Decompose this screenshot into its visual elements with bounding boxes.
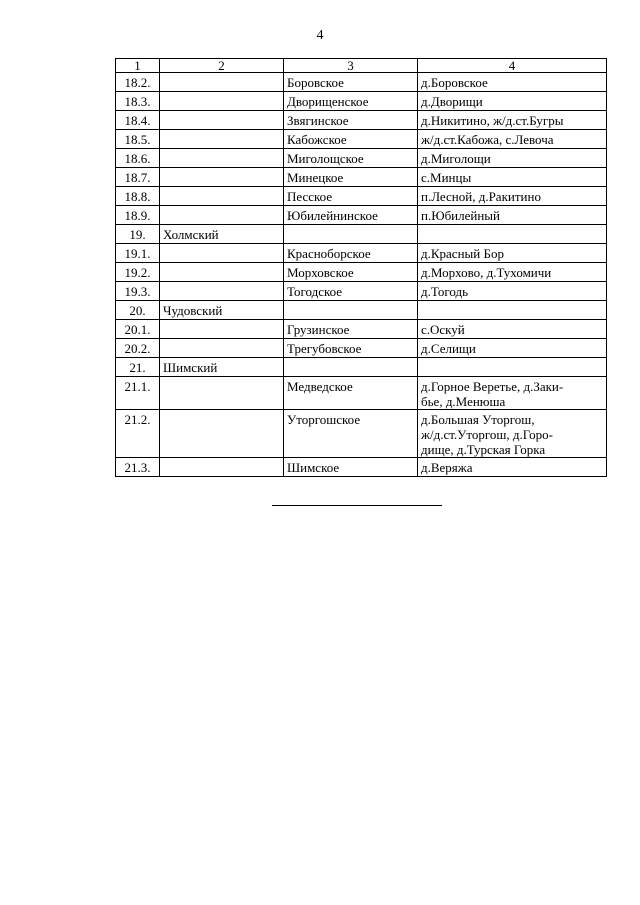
table-row [116, 377, 607, 410]
settlements-cell: д.Красный Бор [418, 244, 607, 263]
row-number: 20.1. [116, 320, 160, 339]
table-header-row [116, 59, 607, 73]
district-name [160, 92, 284, 111]
municipality-name: Грузинское [284, 320, 418, 339]
settlements-cell: п.Лесной, д.Ракитино [418, 187, 607, 206]
row-number: 18.7. [116, 168, 160, 187]
column-header: 4 [418, 59, 607, 73]
municipality-name [284, 225, 418, 244]
settlements-cell: д.Селищи [418, 339, 607, 358]
district-name [160, 282, 284, 301]
row-number: 18.6. [116, 149, 160, 168]
settlements-cell: д.Миголощи [418, 149, 607, 168]
district-name: Шимский [160, 358, 284, 377]
settlements-cell: п.Юбилейный [418, 206, 607, 225]
column-header: 3 [284, 59, 418, 73]
district-name [160, 320, 284, 339]
row-number: 18.4. [116, 111, 160, 130]
table-row [116, 130, 607, 149]
districts-table [115, 58, 607, 477]
municipality-name: Красноборское [284, 244, 418, 263]
settlements-cell: ж/д.ст.Кабожа, с.Левоча [418, 130, 607, 149]
row-number: 19.3. [116, 282, 160, 301]
district-name: Холмский [160, 225, 284, 244]
district-name [160, 458, 284, 477]
district-row [116, 301, 607, 320]
row-number: 18.2. [116, 73, 160, 92]
municipality-name: Дворищенское [284, 92, 418, 111]
row-number: 20. [116, 301, 160, 320]
municipality-name: Медведское [284, 377, 418, 410]
district-name [160, 149, 284, 168]
column-header: 2 [160, 59, 284, 73]
municipality-name: Шимское [284, 458, 418, 477]
table-row [116, 320, 607, 339]
settlements-cell [418, 225, 607, 244]
row-number: 19.1. [116, 244, 160, 263]
row-number: 21. [116, 358, 160, 377]
municipality-name [284, 301, 418, 320]
district-name [160, 206, 284, 225]
row-number: 21.1. [116, 377, 160, 410]
district-name: Чудовский [160, 301, 284, 320]
municipality-name: Миголощское [284, 149, 418, 168]
end-rule [272, 505, 442, 506]
settlements-cell: с.Оскуй [418, 320, 607, 339]
municipality-name [284, 358, 418, 377]
table-row [116, 244, 607, 263]
table-row [116, 410, 607, 458]
district-name [160, 168, 284, 187]
district-name [160, 111, 284, 130]
row-number: 18.8. [116, 187, 160, 206]
municipality-name: Кабожское [284, 130, 418, 149]
district-name [160, 339, 284, 358]
district-row [116, 358, 607, 377]
row-number: 21.3. [116, 458, 160, 477]
table-row [116, 282, 607, 301]
settlements-cell: д.Веряжа [418, 458, 607, 477]
settlements-cell [418, 358, 607, 377]
table-row [116, 73, 607, 92]
settlements-cell [418, 301, 607, 320]
settlements-cell: д.Горное Веретье, д.Заки- бье, д.Менюша [418, 377, 607, 410]
district-name [160, 187, 284, 206]
row-number: 18.9. [116, 206, 160, 225]
municipality-name: Уторгошское [284, 410, 418, 458]
district-name [160, 263, 284, 282]
settlements-cell: д.Тогодь [418, 282, 607, 301]
settlements-cell: д.Никитино, ж/д.ст.Бугры [418, 111, 607, 130]
table-row [116, 458, 607, 477]
municipality-name: Боровское [284, 73, 418, 92]
row-number: 18.5. [116, 130, 160, 149]
page-number: 4 [316, 28, 324, 43]
row-number: 21.2. [116, 410, 160, 458]
municipality-name: Морховское [284, 263, 418, 282]
district-name [160, 410, 284, 458]
table-row [116, 339, 607, 358]
table-row [116, 206, 607, 225]
table-row [116, 263, 607, 282]
municipality-name: Песское [284, 187, 418, 206]
row-number: 19.2. [116, 263, 160, 282]
district-name [160, 244, 284, 263]
district-name [160, 73, 284, 92]
column-header: 1 [116, 59, 160, 73]
table-row [116, 168, 607, 187]
settlements-cell: д.Большая Уторгош, ж/д.ст.Уторгош, д.Горо- дище, д.Турская Горка [418, 410, 607, 458]
table-row [116, 111, 607, 130]
table-row [116, 149, 607, 168]
row-number: 19. [116, 225, 160, 244]
settlements-cell: д.Боровское [418, 73, 607, 92]
district-row [116, 225, 607, 244]
table-row [116, 187, 607, 206]
municipality-name: Трегубовское [284, 339, 418, 358]
district-name [160, 377, 284, 410]
row-number: 18.3. [116, 92, 160, 111]
municipality-name: Минецкое [284, 168, 418, 187]
municipality-name: Звягинское [284, 111, 418, 130]
table-row [116, 92, 607, 111]
table-body [116, 73, 607, 477]
row-number: 20.2. [116, 339, 160, 358]
municipality-name: Юбилейнинское [284, 206, 418, 225]
district-name [160, 130, 284, 149]
settlements-cell: д.Морхово, д.Тухомичи [418, 263, 607, 282]
municipality-name: Тогодское [284, 282, 418, 301]
settlements-cell: д.Дворищи [418, 92, 607, 111]
settlements-cell: с.Минцы [418, 168, 607, 187]
